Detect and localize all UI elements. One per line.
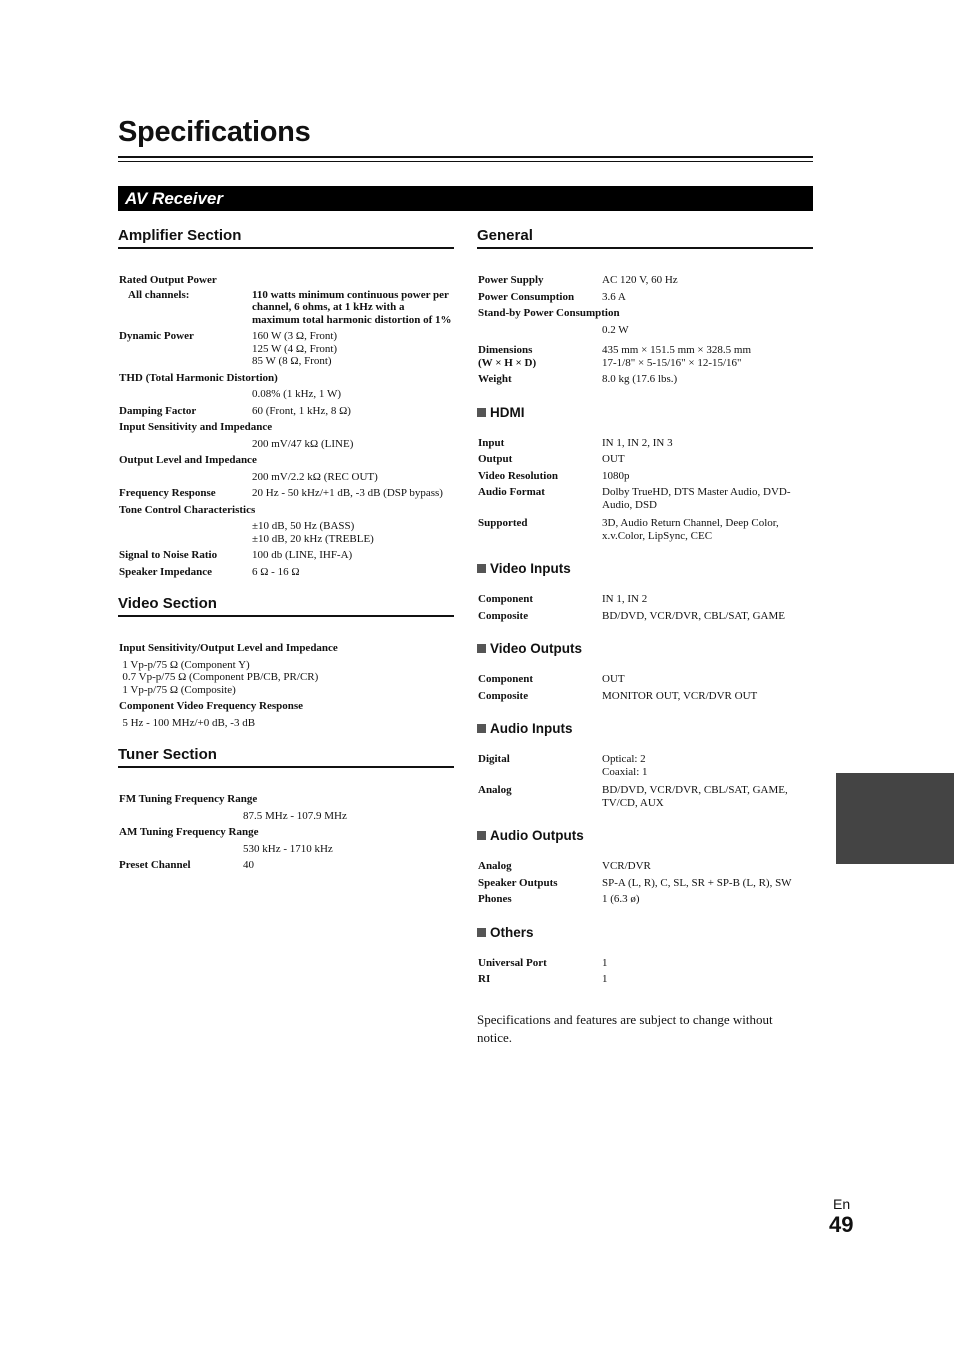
spec-value: 3.6 A xyxy=(602,290,626,303)
spec-key: Input Sensitivity/Output Level and Impedance xyxy=(119,642,338,654)
spec-key: Component xyxy=(478,593,534,605)
table-row xyxy=(118,657,454,699)
subheading-label: Video Inputs xyxy=(490,561,571,576)
spec-value-line: ±10 dB, 50 Hz (BASS) xyxy=(252,520,355,532)
spec-key: Analog xyxy=(478,784,512,796)
spec-key: Dynamic Power xyxy=(119,330,194,342)
table-row xyxy=(118,436,454,453)
table-row xyxy=(477,780,813,811)
table-row xyxy=(118,547,454,564)
spec-key: Rated Output Power xyxy=(119,274,217,286)
table-row xyxy=(118,564,454,581)
language-label: En xyxy=(833,1196,851,1212)
spec-key: Preset Channel xyxy=(119,859,191,871)
spec-key-line: Dimensions xyxy=(478,344,533,356)
spec-value: Dolby TrueHD, DTS Master Audio, DVD-Audio, DSD xyxy=(602,486,791,511)
spec-value: MONITOR OUT, VCR/DVR OUT xyxy=(602,689,758,702)
table-row xyxy=(118,791,454,808)
table-row xyxy=(477,751,813,780)
spec-key: Frequency Response xyxy=(119,487,216,499)
bullet-square-icon xyxy=(477,831,486,840)
table-row xyxy=(477,671,813,688)
spec-value: IN 1, IN 2 xyxy=(602,593,648,605)
spec-value: 3D, Audio Return Channel, Deep Color, x.v.Color, LipSync, CEC xyxy=(602,517,779,542)
video-inputs-table xyxy=(477,591,813,624)
table-row xyxy=(477,513,813,544)
tuner-table xyxy=(118,791,454,874)
spec-key: Audio Format xyxy=(478,486,545,498)
spec-key: Power Consumption xyxy=(478,290,575,303)
amplifier-heading: Amplifier Section xyxy=(118,227,454,249)
bullet-square-icon xyxy=(477,724,486,733)
table-row xyxy=(477,608,813,625)
spec-value: OUT xyxy=(602,453,625,465)
spec-value: OUT xyxy=(602,673,625,685)
spec-value: BD/DVD, VCR/DVR, CBL/SAT, GAME, TV/CD, AUX xyxy=(602,784,788,809)
spec-value xyxy=(601,338,813,371)
general-table xyxy=(477,272,813,388)
page-number: 49 xyxy=(829,1212,854,1237)
audio-outputs-heading xyxy=(477,828,813,844)
table-row xyxy=(477,371,813,388)
spec-value xyxy=(251,328,454,370)
spec-value: AC 120 V, 60 Hz xyxy=(602,274,678,286)
table-row xyxy=(118,469,454,486)
spec-key: Composite xyxy=(478,689,529,702)
table-row xyxy=(118,485,454,502)
spec-value: 8.0 kg (17.6 lbs.) xyxy=(602,373,678,385)
tuner-section-heading: Tuner Section xyxy=(118,746,454,768)
table-row xyxy=(477,591,813,608)
spec-value: IN 1, IN 2, IN 3 xyxy=(602,436,673,449)
spec-value: SP-A (L, R), C, SL, SR + SP-B (L, R), SW xyxy=(602,876,792,889)
left-column xyxy=(118,227,454,874)
bullet-square-icon xyxy=(477,928,486,937)
spec-key: All channels: xyxy=(128,288,190,301)
table-row xyxy=(118,272,454,287)
general-heading: General xyxy=(477,227,813,249)
title-rule-thin xyxy=(118,161,813,162)
spec-value: 1080p xyxy=(602,469,630,482)
table-row xyxy=(118,518,454,547)
table-row xyxy=(477,451,813,468)
table-row xyxy=(118,841,454,858)
spec-key: Component Video Frequency Response xyxy=(119,700,304,712)
spec-value: 6 Ω - 16 Ω xyxy=(252,565,300,578)
title-rule xyxy=(118,156,813,158)
spec-key: Stand-by Power Consumption xyxy=(478,307,620,319)
spec-key: Input xyxy=(478,436,505,449)
spec-value-line: 0.7 Vp-p/75 Ω (Component PB/CB, PR/CR) xyxy=(122,671,319,683)
table-row xyxy=(118,640,454,657)
table-row xyxy=(118,403,454,420)
hdmi-heading xyxy=(477,405,813,421)
spec-key: RI xyxy=(478,973,491,985)
spec-key: Universal Port xyxy=(478,956,547,969)
subheading-label: Audio Inputs xyxy=(490,721,573,736)
spec-key: Component xyxy=(478,673,534,685)
spec-key: FM Tuning Frequency Range xyxy=(119,793,258,805)
subheading-label: Audio Outputs xyxy=(490,828,584,843)
others-table xyxy=(477,955,813,988)
spec-value: 200 mV/2.2 kΩ (REC OUT) xyxy=(252,470,378,483)
table-row xyxy=(118,502,454,519)
spec-key: Digital xyxy=(478,753,510,765)
spec-key: Supported xyxy=(478,517,528,529)
video-table xyxy=(118,640,454,731)
table-row xyxy=(118,824,454,841)
spec-key: Power Supply xyxy=(478,274,544,286)
spec-value: 5 Hz - 100 MHz/+0 dB, -3 dB xyxy=(122,716,256,729)
spec-value xyxy=(121,657,454,699)
table-row xyxy=(477,891,813,908)
right-column xyxy=(477,227,813,1047)
page-title: Specifications xyxy=(118,116,311,148)
spec-value-line: 1 Vp-p/75 Ω (Composite) xyxy=(122,683,236,696)
table-row xyxy=(477,322,813,339)
table-row xyxy=(118,715,454,732)
spec-value: 1 xyxy=(602,956,608,969)
audio-inputs-heading xyxy=(477,721,813,737)
spec-value: 0.08% (1 kHz, 1 W) xyxy=(252,388,341,400)
spec-key: Analog xyxy=(478,860,512,872)
table-row xyxy=(477,484,813,513)
table-row xyxy=(477,971,813,988)
footnote: Specifications and features are subject to change without notice. xyxy=(477,1011,773,1045)
video-outputs-heading xyxy=(477,641,813,657)
table-row xyxy=(477,305,813,322)
others-heading xyxy=(477,925,813,941)
subheading-label: Others xyxy=(490,924,534,940)
spec-key-line: (W × H × D) xyxy=(478,356,537,369)
spec-value: 20 Hz - 50 kHz/+1 dB, -3 dB (DSP bypass) xyxy=(252,487,443,499)
spec-value: 60 (Front, 1 kHz, 8 Ω) xyxy=(252,404,351,417)
spec-key: Damping Factor xyxy=(119,404,197,417)
hdmi-table xyxy=(477,435,813,545)
spec-value xyxy=(251,518,454,547)
table-row xyxy=(477,858,813,875)
table-row xyxy=(477,468,813,485)
spec-value-line: 435 mm × 151.5 mm × 328.5 mm xyxy=(602,344,751,356)
spec-value-line: 17-1/8" × 5-15/16" × 12-15/16" xyxy=(602,356,742,369)
video-inputs-heading xyxy=(477,561,813,577)
spec-key xyxy=(477,338,601,371)
table-row xyxy=(477,338,813,371)
spec-key: Output Level and Impedance xyxy=(119,454,257,466)
table-row xyxy=(477,289,813,306)
spec-key: Phones xyxy=(478,893,512,905)
spec-value-line: Optical: 2 xyxy=(602,753,646,765)
table-row xyxy=(118,698,454,715)
subheading-label: Video Outputs xyxy=(490,641,583,656)
spec-key: Composite xyxy=(478,609,529,622)
spec-key: Weight xyxy=(478,373,512,385)
spec-value: 1 (6.3 ø) xyxy=(602,893,640,905)
spec-value: BD/DVD, VCR/DVR, CBL/SAT, GAME xyxy=(602,609,785,622)
table-row xyxy=(118,857,454,874)
spec-key: Tone Control Characteristics xyxy=(119,503,256,516)
bullet-square-icon xyxy=(477,644,486,653)
spec-key: Output xyxy=(478,453,513,465)
table-row xyxy=(118,287,454,329)
spec-value: 110 watts minimum continuous power per channel, 6 ohms, at 1 kHz with a maximum total harmonic distortion of 1% xyxy=(252,288,452,326)
amplifier-table xyxy=(118,272,454,580)
spec-key: THD (Total Harmonic Distortion) xyxy=(119,371,278,384)
table-row xyxy=(118,370,454,387)
spec-key: Speaker Outputs xyxy=(478,876,558,889)
table-row xyxy=(118,386,454,403)
bullet-square-icon xyxy=(477,408,486,417)
table-row xyxy=(477,688,813,705)
spec-value: 0.2 W xyxy=(602,323,629,336)
video-section-heading: Video Section xyxy=(118,595,454,617)
video-outputs-table xyxy=(477,671,813,704)
spec-key: Signal to Noise Ratio xyxy=(119,549,218,561)
spec-value-line: 1 Vp-p/75 Ω (Component Y) xyxy=(122,658,250,671)
table-row xyxy=(118,808,454,825)
spec-key: AM Tuning Frequency Range xyxy=(119,826,259,838)
spec-value: VCR/DVR xyxy=(602,860,651,872)
spec-key: Input Sensitivity and Impedance xyxy=(119,421,273,433)
spec-value-line: 85 W (8 Ω, Front) xyxy=(252,355,332,367)
spec-value: 40 xyxy=(243,859,254,871)
table-row xyxy=(477,875,813,892)
spec-value-line: Coaxial: 1 xyxy=(602,765,648,778)
spec-value: 87.5 MHz - 107.9 MHz xyxy=(243,809,347,822)
spec-value: 530 kHz - 1710 kHz xyxy=(243,842,333,855)
table-row xyxy=(477,955,813,972)
chapter-tab xyxy=(836,773,954,864)
audio-outputs-table xyxy=(477,858,813,908)
spec-value: 200 mV/47 kΩ (LINE) xyxy=(252,437,354,450)
bullet-square-icon xyxy=(477,564,486,573)
spec-value: 100 db (LINE, IHF-A) xyxy=(252,549,353,561)
spec-key: Speaker Impedance xyxy=(119,565,212,578)
audio-inputs-table xyxy=(477,751,813,811)
table-row xyxy=(118,328,454,370)
spec-value xyxy=(601,751,813,780)
spec-value-line: 125 W (4 Ω, Front) xyxy=(252,342,338,355)
section-banner: AV Receiver xyxy=(118,186,813,211)
spec-value: 1 xyxy=(602,973,608,985)
spec-key: Video Resolution xyxy=(478,469,558,482)
table-row xyxy=(477,272,813,289)
spec-value-line: 160 W (3 Ω, Front) xyxy=(252,330,338,342)
subheading-label: HDMI xyxy=(490,404,525,420)
table-row xyxy=(477,435,813,452)
spec-value-line: ±10 dB, 20 kHz (TREBLE) xyxy=(252,532,374,545)
table-row xyxy=(118,452,454,469)
table-row xyxy=(118,419,454,436)
